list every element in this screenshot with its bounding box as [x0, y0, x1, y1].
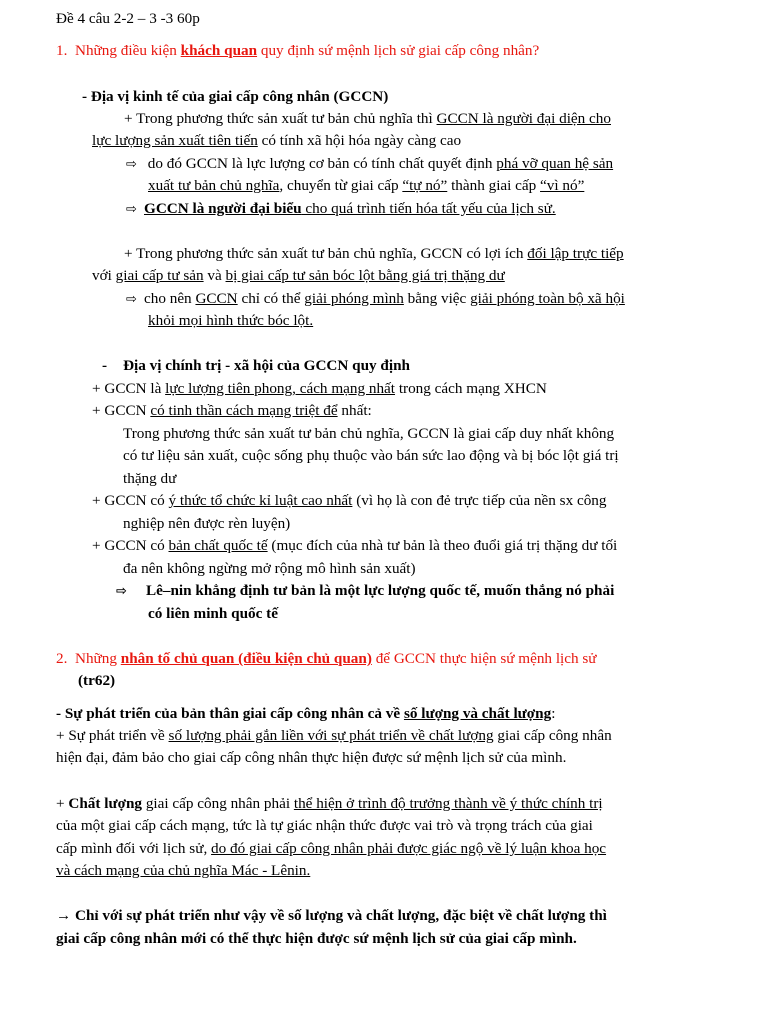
- subjective-point-2-line-1: + Chất lượng giai cấp công nhân phải thể hiện ở trình độ trưởng thành về ý thức chính trị: [56, 795, 603, 812]
- economic-arrow-2: ⇨ GCCN là người đại biểu cho quá trình tiến hóa tất yếu của lịch sử.: [126, 198, 556, 221]
- political-point-3-line-2: nghiệp nên được rèn luyện): [123, 515, 291, 532]
- economic-arrow-1-line-2: xuất tư bản chủ nghĩa, chuyển từ giai cấp “tự nó” thành giai cấp “vì nó”: [148, 177, 585, 194]
- political-point-1: + GCCN là lực lượng tiên phong, cách mạng nhất trong cách mạng XHCN: [92, 380, 547, 397]
- double-arrow-icon: ⇨: [126, 157, 137, 172]
- final-conclusion-line-2: giai cấp công nhân mới có thể thực hiện được sứ mệnh lịch sử của giai cấp mình.: [56, 930, 577, 947]
- question-1-number: 1.: [56, 42, 68, 59]
- political-paragraph-line-3: thặng dư: [123, 470, 177, 487]
- political-conclusion-line-1: ⇨ Lê–nin khẳng định tư bản là một lực lượng quốc tế, muốn thắng nó phải: [116, 580, 614, 603]
- question-2-keyword: nhân tố chủ quan (điều kiện chủ quan): [120, 650, 372, 667]
- economic-point-1-line-1: + Trong phương thức sản xuất tư bản chủ nghĩa thì GCCN là người đại diện cho: [124, 110, 611, 127]
- political-point-3-line-1: + GCCN có ý thức tổ chức kỉ luật cao nhất (vì họ là con đẻ trực tiếp của nền sx công: [92, 492, 607, 509]
- question-1-post: quy định sứ mệnh lịch sử giai cấp công nhân?: [257, 42, 540, 59]
- political-point-4-line-2: đa nên không ngừng mở rộng mô hình sản xuất): [123, 560, 416, 577]
- question-1-pre: Những điều kiện: [74, 42, 181, 59]
- doc-header: Đề 4 câu 2-2 – 3 -3 60p: [56, 10, 200, 27]
- section-economic-title: - Địa vị kinh tế của giai cấp công nhân (GCCN): [82, 88, 389, 105]
- political-conclusion-line-2: có liên minh quốc tế: [148, 605, 278, 622]
- subjective-point-2-line-2: của một giai cấp cách mạng, tức là tự giác nhận thức được vai trò và trọng trách của giai: [56, 817, 593, 834]
- subjective-point-1-line-1: + Sự phát triển về số lượng phải gắn liền với sự phát triển về chất lượng giai cấp công nhân: [56, 727, 612, 744]
- political-paragraph-line-2: có tư liệu sản xuất, cuộc sống phụ thuộc vào bán sức lao động và bị bóc lột giá trị: [123, 447, 619, 464]
- subjective-point-2-line-4: và cách mạng của chủ nghĩa Mác - Lênin.: [56, 862, 311, 879]
- political-point-2: + GCCN có tinh thần cách mạng triệt để nhất:: [92, 402, 372, 419]
- economic-arrow-3-line-1: ⇨ cho nên GCCN chỉ có thể giải phóng mình bằng việc giải phóng toàn bộ xã hội: [126, 288, 625, 311]
- economic-point-1-line-2: lực lượng sản xuất tiên tiến có tính xã hội hóa ngày càng cao: [92, 132, 462, 149]
- section-political-title: - Địa vị chính trị - xã hội của GCCN quy định: [102, 357, 410, 374]
- section-subjective-title: - Sự phát triển của bản thân giai cấp công nhân cả về số lượng và chất lượng:: [56, 705, 556, 722]
- economic-point-2-line-2: với giai cấp tư sản và bị giai cấp tư sản bóc lột bằng giá trị thặng dư: [92, 267, 505, 284]
- subjective-point-2-line-3: cấp mình đối với lịch sử, do đó giai cấp công nhân phải được giác ngộ về lý luận khoa học: [56, 840, 607, 857]
- economic-arrow-3-line-2: khỏi mọi hình thức bóc lột.: [148, 312, 314, 329]
- question-1: [56, 40, 539, 62]
- political-point-4-line-1: + GCCN có bản chất quốc tế (mục đích của nhà tư bản là theo đuổi giá trị thặng dư tối: [92, 537, 618, 554]
- economic-arrow-1-line-1: ⇨ do đó GCCN là lực lượng cơ bản có tính chất quyết định phá vỡ quan hệ sản: [126, 153, 613, 176]
- economic-point-2-line-1: + Trong phương thức sản xuất tư bản chủ nghĩa, GCCN có lợi ích đối lập trực tiếp: [124, 245, 624, 262]
- political-paragraph-line-1: Trong phương thức sản xuất tư bản chủ nghĩa, GCCN là giai cấp duy nhất không: [123, 425, 615, 442]
- question-2-number: 2.: [56, 650, 68, 667]
- right-arrow-icon: →: [56, 907, 72, 924]
- subjective-point-1-line-2: hiện đại, đảm bảo cho giai cấp công nhân thực hiện được sứ mệnh lịch sử của mình.: [56, 749, 567, 766]
- question-2: 2. Những nhân tố chủ quan (điều kiện chủ quan) để GCCN thực hiện sứ mệnh lịch sử: [56, 650, 597, 667]
- question-2-reference: (tr62): [78, 672, 116, 689]
- question-1-keyword: khách quan: [180, 42, 258, 59]
- final-conclusion-line-1: → Chỉ với sự phát triển như vậy về số lượng và chất lượng, đặc biệt về chất lượng thì: [56, 907, 607, 924]
- double-arrow-icon: ⇨: [126, 202, 137, 217]
- double-arrow-icon: ⇨: [116, 584, 127, 599]
- double-arrow-icon: ⇨: [126, 292, 137, 307]
